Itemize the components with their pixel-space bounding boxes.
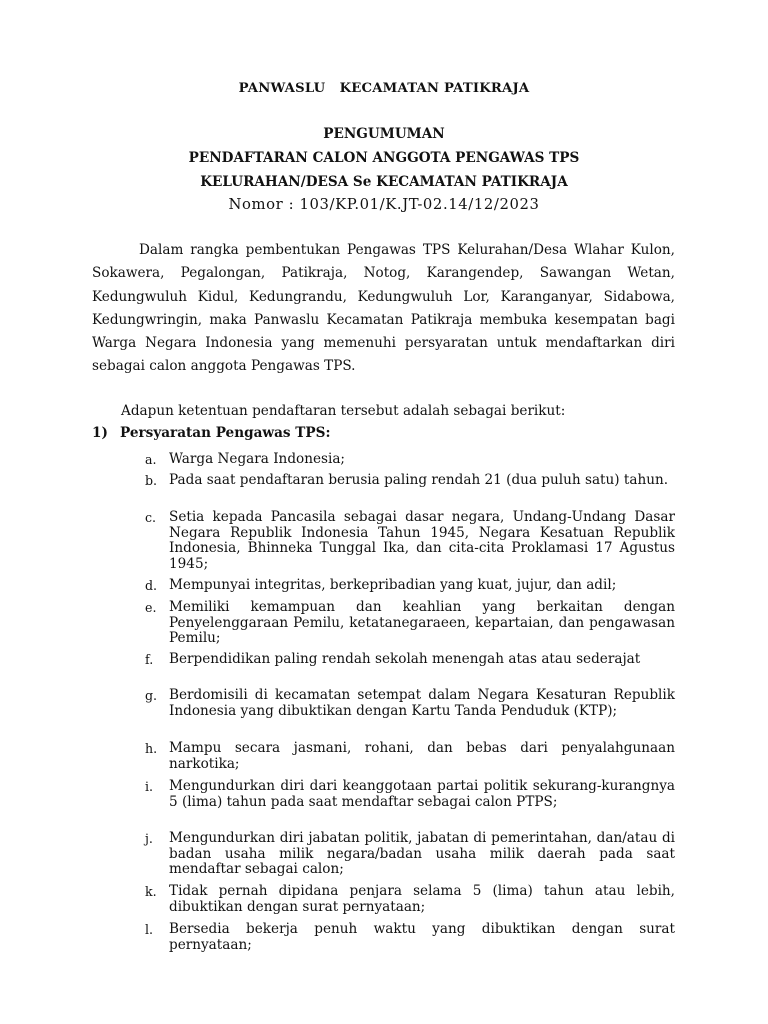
- list-item-text: Berpendidikan paling rendah sekolah menengah atas atau sederajat: [169, 651, 641, 667]
- subject-heading: PENDAFTARAN CALON ANGGOTA PENGAWAS TPS: [188, 150, 580, 166]
- list-item-text: Berdomisili di kecamatan setempat dalam Negara Kesaturan Republik Indonesia yang dibuktikan dengan Kartu Tanda Penduduk (KTP);: [169, 687, 675, 719]
- section-title: Persyaratan Pengawas TPS:: [120, 425, 331, 441]
- section-heading: [92, 425, 330, 441]
- list-item-text: Setia kepada Pancasila sebagai dasar negara, Undang-Undang Dasar Negara Republik Indonesia Tahun 1945, Negara Kesatuan Republik Indonesia, Bhinneka Tunggal Ika, dan cita-cita Proklamasi 17 Agustus 1945;: [169, 509, 675, 572]
- document-number: Nomor : 103/KP.01/K.JT-02.14/12/2023: [228, 196, 540, 213]
- list-marker: d.: [145, 578, 158, 593]
- list-item-text: Warga Negara Indonesia;: [169, 451, 346, 467]
- list-marker: h.: [145, 741, 158, 756]
- organization-title: PANWASLU KECAMATAN PATIKRAJA: [238, 81, 530, 96]
- list-marker: k.: [145, 884, 157, 899]
- list-item-text: Bersedia bekerja penuh waktu yang dibuktikan dengan surat pernyataan;: [169, 921, 675, 953]
- list-marker: j.: [145, 831, 153, 846]
- lead-paragraph: Adapun ketentuan pendaftaran tersebut adalah sebagai berikut:: [121, 403, 566, 419]
- list-marker: b.: [145, 473, 158, 488]
- list-marker: a.: [145, 452, 157, 467]
- list-marker: g.: [145, 688, 158, 703]
- list-item-text: Memiliki kemampuan dan keahlian yang berkaitan dengan Penyelenggaraan Pemilu, ketatanegaraeen, kepartaian, dan pengawasan Pemilu;: [169, 599, 675, 647]
- list-marker: i.: [145, 779, 154, 794]
- list-item-text: Mampu secara jasmani, rohani, dan bebas dari penyalahgunaan narkotika;: [169, 740, 675, 772]
- list-item-text: Mengundurkan diri jabatan politik, jabatan di pemerintahan, dan/atau di badan usaha milik negara/badan usaha milik daerah pada saat mendaftar sebagai calon;: [169, 830, 675, 878]
- announcement-heading: PENGUMUMAN: [323, 126, 445, 142]
- list-item-text: Pada saat pendaftaran berusia paling rendah 21 (dua puluh satu) tahun.: [169, 472, 669, 488]
- list-marker: f.: [145, 652, 154, 667]
- list-item-text: Tidak pernah dipidana penjara selama 5 (lima) tahun atau lebih, dibuktikan dengan surat pernyataan;: [169, 883, 675, 915]
- list-marker: c.: [145, 510, 157, 525]
- intro-paragraph: Dalam rangka pembentukan Pengawas TPS Kelurahan/Desa Wlahar Kulon, Sokawera, Pegalongan, Patikraja, Notog, Karangendep, Sawangan Wetan, Kedungwuluh Kidul, Kedungrandu, Kedungwuluh Lor, Karanganyar, Sidabowa, Kedungwringin, maka Panwaslu Kecamatan Patikraja membuka kesempatan bagi Warga Negara Indonesia yang memenuhi persyaratan untuk mendaftarkan diri sebagai calon anggota Pengawas TPS.: [92, 242, 675, 375]
- list-item-text: Mempunyai integritas, berkepribadian yang kuat, jujur, dan adil;: [169, 577, 617, 593]
- list-item-text: Mengundurkan diri dari keanggotaan partai politik sekurang-kurangnya 5 (lima) tahun pada saat mendaftar sebagai calon PTPS;: [169, 778, 675, 810]
- section-number: 1): [92, 425, 108, 441]
- list-marker: l.: [145, 922, 154, 937]
- scope-heading: KELURAHAN/DESA Se KECAMATAN PATIKRAJA: [200, 174, 568, 190]
- list-marker: e.: [145, 600, 157, 615]
